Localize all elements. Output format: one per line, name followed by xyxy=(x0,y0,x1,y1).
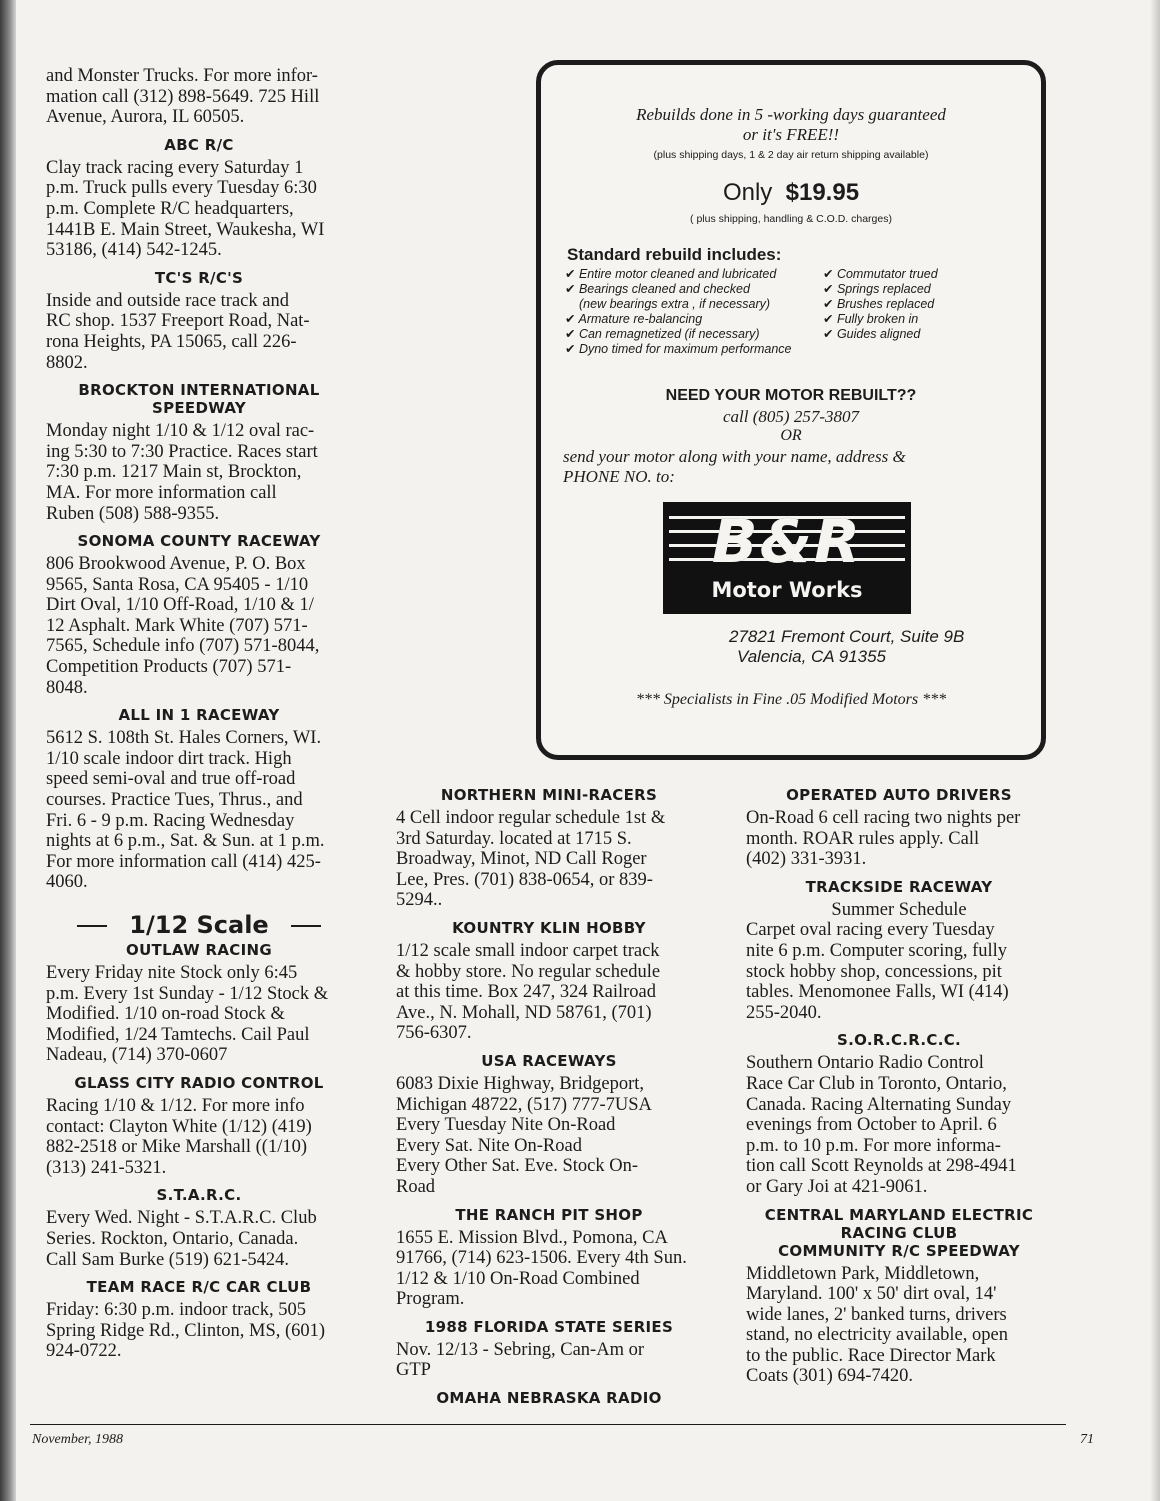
listing-text: 6083 Dixie Highway, Bridgeport, Michigan 48722, (517) 777-7USA Every Tuesday Nite On-Road Every Sat. Nite On-Road Every Other Sat. Eve. Stock On- Road xyxy=(396,1073,652,1197)
ad-send-text-2: PHONE NO. to: xyxy=(563,467,675,486)
listing-heading: OPERATED AUTO DRIVERS xyxy=(786,786,1012,804)
listing-heading: 1988 FLORIDA STATE SERIES xyxy=(424,1317,674,1336)
listing-heading: S.T.A.R.C. xyxy=(156,1186,242,1205)
motor-rebuild-ad xyxy=(536,60,1046,760)
listing-text: Southern Ontario Radio Control Race Car Club in Toronto, Ontario, Canada. Racing Alternating Sunday evenings from October to April. 6 p.m. to 10 p.m. For more informa- tion call Scott Reynolds at 298-4941 or Gary Joi at 421-9061. xyxy=(746,1053,1017,1197)
section-title xyxy=(46,911,352,939)
ad-list-item: ✔ Brushes replaced xyxy=(823,297,935,311)
ad-price-label: Only xyxy=(722,179,773,206)
ad-price-value: $19.95 xyxy=(785,179,860,206)
page-edge xyxy=(1150,0,1160,1501)
ad-phone: call (805) 257-3807 xyxy=(723,407,859,426)
listing-text: 806 Brookwood Avenue, P. O. Box 9565, Santa Rosa, CA 95405 - 1/10 Dirt Oval, 1/10 Off-Road, 1/10 & 1/ 12 Asphalt. Mark White (707) 571- 7565, Schedule info (707) 571-8044, Competition Products (707) 571- 8048. xyxy=(46,554,320,698)
ad-list-item: ✔ Fully broken in xyxy=(823,312,919,326)
listing-text: Nov. 12/13 - Sebring, Can-Am or GTP xyxy=(396,1339,645,1381)
ad-list-left xyxy=(565,267,792,357)
ad-need-text: NEED YOUR MOTOR REBUILT?? xyxy=(665,387,917,404)
ad-list-item: ✔ Commutator trued xyxy=(823,267,938,281)
ad-list-item: ✔ Springs replaced xyxy=(823,282,931,296)
listing-heading: TRACKSIDE RACEWAY xyxy=(805,877,993,896)
listing-text: Carpet oval racing every Tuesday nite 6 p.m. Computer scoring, fully stock hobby shop, concessions, pit tables. Menomonee Falls, WI (414) 255-2040. xyxy=(746,920,1009,1023)
ad-list-item: ✔ Armature re-balancing xyxy=(565,312,703,326)
ad-shipping-note: (plus shipping days, 1 & 2 day air return shipping available) xyxy=(653,149,929,161)
page-number: 71 xyxy=(1080,1432,1094,1447)
listing-text: Every Wed. Night - S.T.A.R.C. Club Series. Rockton, Ontario, Canada. Call Sam Burke (519) 621-5424. xyxy=(46,1208,317,1270)
listing-text: Friday: 6:30 p.m. indoor track, 505 Spring Ridge Rd., Clinton, MS, (601) 924-0722. xyxy=(46,1300,326,1362)
listing-heading: SONOMA COUNTY RACEWAY xyxy=(77,532,321,551)
listing-heading: ALL IN 1 RACEWAY xyxy=(118,706,280,725)
listing-heading: CENTRAL MARYLAND ELECTRIC RACING CLUB COMMUNITY R/C SPEEDWAY xyxy=(764,1205,1034,1260)
listing-heading: KOUNTRY KLIN HOBBY xyxy=(452,918,646,937)
middle-column xyxy=(396,786,702,1411)
footer-date: November, 1988 xyxy=(32,1432,123,1447)
ad-standard-title: Standard rebuild includes: xyxy=(567,245,782,264)
listing-text: 1/12 scale small indoor carpet track & hobby store. No regular schedule at this time. Box 247, 324 Railroad Ave., N. Mohall, ND 58761, (701) 756-6307. xyxy=(396,940,661,1044)
logo-letters: B&R xyxy=(711,507,863,577)
listing-text: Middletown Park, Middletown, Maryland. 100' x 50' dirt oval, 14' wide lanes, 2' banked turns, drivers stand, no electricity available, open to the public. Race Director Mark Coats (301) 694-7420. xyxy=(746,1263,1008,1387)
listing-heading: USA RACEWAYS xyxy=(481,1051,617,1070)
listing-text: 5612 S. 108th St. Hales Corners, WI. 1/10 scale indoor dirt track. High speed semi-oval and true off-road courses. Practice Tues, Thrus., and Fri. 6 - 9 p.m. Racing Wednesday nights at 6 p.m., Sat. & Sun. at 1 p.m. For more information call (414) 425- 4060. xyxy=(46,728,325,893)
listing-heading: THE RANCH PIT SHOP xyxy=(455,1205,643,1224)
ad-specialists: *** Specialists in Fine .05 Modified Motors *** xyxy=(635,691,947,708)
intro-text: and Monster Trucks. For more infor- mation call (312) 898-5649. 725 Hill Avenue, Aurora, IL 60505. xyxy=(46,66,320,128)
binding-shadow xyxy=(0,0,16,1501)
listing-heading: GLASS CITY RADIO CONTROL xyxy=(74,1073,324,1092)
listing-heading: TC'S R/C'S xyxy=(154,268,244,287)
footer-rule xyxy=(30,1424,1066,1425)
section-title-text: 1/12 Scale xyxy=(129,911,269,939)
br-logo xyxy=(663,502,911,614)
left-column xyxy=(46,66,352,1362)
dash-left xyxy=(77,925,107,927)
listing-text: Monday night 1/10 & 1/12 oval rac- ing 5:30 to 7:30 Practice. Races start 7:30 p.m. 1217 Main st, Brockton, MA. For more information call Ruben (508) 588-9355. xyxy=(46,421,318,524)
logo-subtitle: Motor Works xyxy=(711,578,863,602)
ad-list-item: ✔ Can remagnetized (if necessary) xyxy=(565,327,760,341)
listing-text: 4 Cell indoor regular schedule 1st & 3rd Saturday. located at 1715 S. Broadway, Minot, ND Call Roger Lee, Pres. (701) 838-0654, or 839- 5294.. xyxy=(396,808,666,911)
listing-heading: NORTHERN MINI-RACERS xyxy=(440,786,658,804)
right-column xyxy=(746,786,1052,1387)
ad-list-item: ✔ Bearings cleaned and checked xyxy=(565,282,750,296)
ad-list-item: (new bearings extra , if necessary) xyxy=(579,297,771,311)
listing-heading: OMAHA NEBRASKA RADIO xyxy=(436,1389,662,1408)
ad-list-item: ✔ Entire motor cleaned and lubricated xyxy=(565,267,777,281)
ad-list-right xyxy=(823,267,938,342)
listing-subheading: Summer Schedule xyxy=(831,899,967,920)
ad-address: 27821 Fremont Court, Suite 9B xyxy=(729,627,965,646)
ad-price xyxy=(541,179,1041,207)
listing-heading: OUTLAW RACING xyxy=(126,941,272,959)
listing-text: Inside and outside race track and RC shop. 1537 Freeport Road, Nat- rona Heights, PA 15065, call 226- 8802. xyxy=(46,290,310,373)
listing-text: On-Road 6 cell racing two nights per month. ROAR rules apply. Call (402) 331-3931. xyxy=(746,808,1021,870)
listing-heading: TEAM RACE R/C CAR CLUB xyxy=(86,1278,312,1297)
ad-headline-2: or it's FREE!! xyxy=(742,125,840,144)
listing-text: Clay track racing every Saturday 1 p.m. Truck pulls every Tuesday 6:30 p.m. Complete R/C headquarters, 1441B E. Main Street, Waukesha, WI 53186, (414) 542-1245. xyxy=(46,157,325,261)
ad-or: OR xyxy=(780,427,802,444)
listing-heading: S.O.R.C.R.C.C. xyxy=(837,1031,961,1050)
ad-list-item: ✔ Guides aligned xyxy=(823,327,921,341)
ad-list-item: ✔ Dyno timed for maximum performance xyxy=(565,342,792,356)
listing-text: 1655 E. Mission Blvd., Pomona, CA 91766, (714) 623-1506. Every 4th Sun. 1/12 & 1/10 On-Road Combined Program. xyxy=(396,1227,687,1310)
listing-heading: BROCKTON INTERNATIONAL SPEEDWAY xyxy=(78,381,320,418)
listing-heading: ABC R/C xyxy=(164,135,234,154)
ad-headline: Rebuilds done in 5 -working days guaranteed xyxy=(636,105,946,124)
dash-right xyxy=(291,925,321,927)
ad-send-text: send your motor along with your name, address & xyxy=(563,447,906,466)
listing-text: Racing 1/10 & 1/12. For more info contact: Clayton White (1/12) (419) 882-2518 or Mike Marshall ((1/10) (313) 241-5321. xyxy=(46,1095,312,1178)
listing-text: Every Friday nite Stock only 6:45 p.m. Every 1st Sunday - 1/12 Stock & Modified. 1/10 on-road Stock & Modified, 1/24 Tamtechs. Cail Paul Nadeau, (714) 370-0607 xyxy=(46,963,329,1066)
ad-price-note: ( plus shipping, handling & C.O.D. charges) xyxy=(690,213,892,225)
ad-address-2: Valencia, CA 91355 xyxy=(737,647,887,666)
